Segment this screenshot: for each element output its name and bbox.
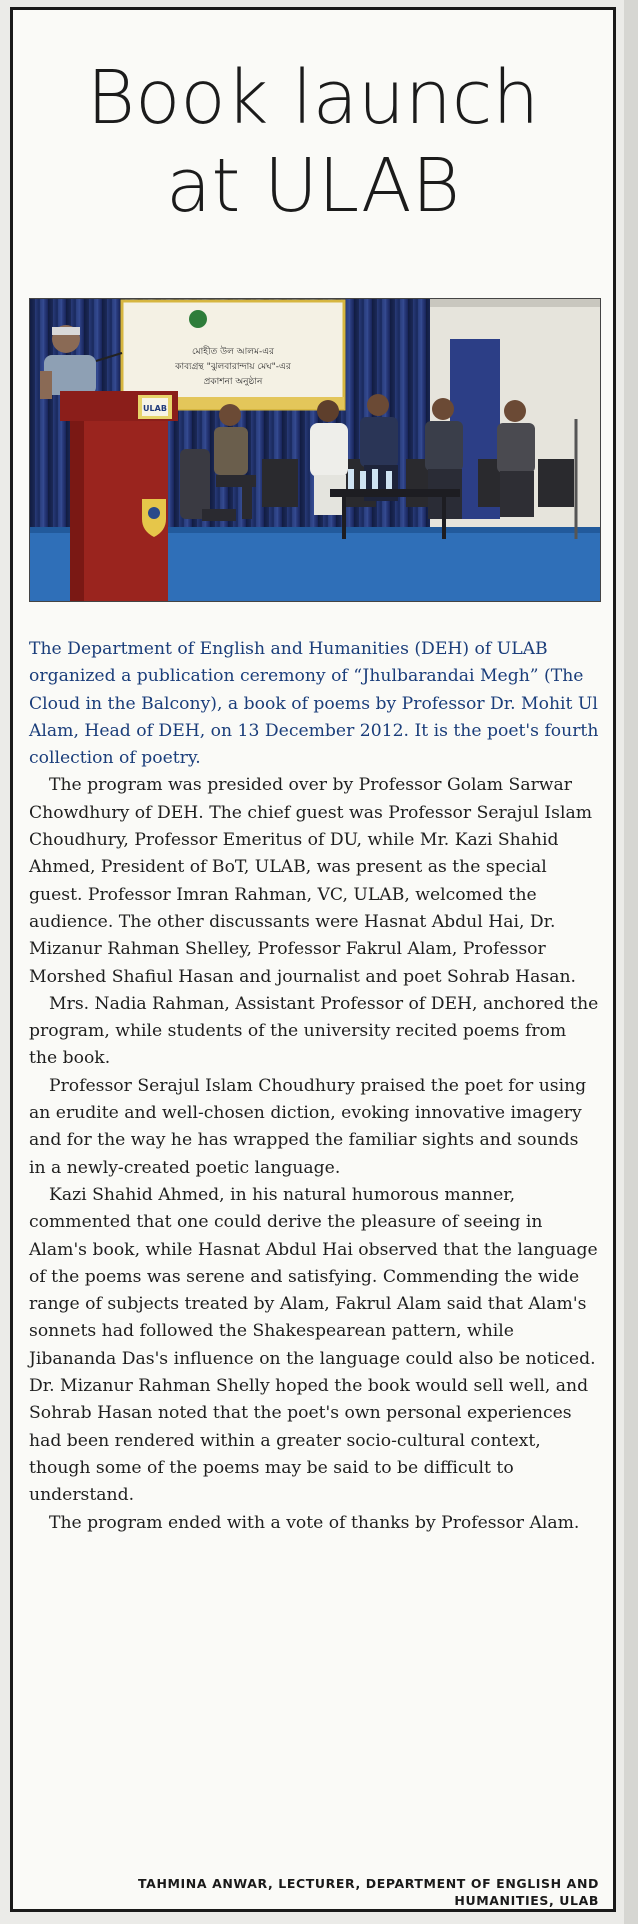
paragraph: Mrs. Nadia Rahman, Assistant Professor of DEH, anchored the program, while students of the university recited poems from the book. xyxy=(29,993,599,1069)
headline xyxy=(13,54,613,230)
event-photo xyxy=(29,298,601,602)
paragraph: The program was presided over by Professor Golam Sarwar Chowdhury of DEH. The chief guest was Professor Serajul Islam Choudhury, Professor Emeritus of DU, while Mr. Kazi Shahid Ahmed, President of BoT, ULAB, was present as the special guest. Professor Imran Rahman, VC, ULAB, welcomed the audience. The other discussants were Hasnat Abdul Hai, Dr. Mizanur Rahman Shelley, Professor Fakrul Alam, Professor Morshed Shafiul Hasan and journalist and poet Sohrab Hasan. xyxy=(29,775,593,987)
banner-line-3: প্রকাশনা অনুষ্ঠান xyxy=(203,377,263,387)
page-edge xyxy=(624,0,638,1924)
banner-line-2: কাব্যগ্রন্থ "ঝুলবারান্দায় মেঘ"-এর xyxy=(175,362,291,372)
byline-line-1: TAHMINA ANWAR, LECTURER, DEPARTMENT OF ENGLISH AND xyxy=(138,1876,599,1891)
byline xyxy=(29,1875,599,1909)
article-body xyxy=(29,636,599,1537)
paragraph: The program ended with a vote of thanks by Professor Alam. xyxy=(49,1512,580,1533)
paragraph: Kazi Shahid Ahmed, in his natural humorous manner, commented that one could derive the pleasure of seeing in Alam's book, while Hasnat Abdul Hai observed that the language of the poems was serene and satisfying. Commending the wide range of subjects treated by Alam, Fakrul Alam said that Alam's sonnets had followed the Shakespearean pattern, while Jibananda Das's influence on the language could also be noticed. Dr. Mizanur Rahman Shelly hoped the book would sell well, and Sohrab Hasan noted that the poet's own personal experiences had been rendered within a greater socio-cultural context, though some of the poems may be said to be difficult to understand. xyxy=(29,1184,598,1506)
headline-line-2: at ULAB xyxy=(165,143,461,229)
paragraph: The Department of English and Humanities (DEH) of ULAB organized a publication ceremony of “Jhulbarandai Megh” (The Cloud in the Balcony), a book of poems by Professor Dr. Mohit Ul Alam, Head of DEH, on 13 December 2012. It is the poet's fourth collection of poetry. xyxy=(29,639,599,769)
podium-label: ULAB xyxy=(143,404,167,413)
banner-line-1: মোহীত উল আলম-এর xyxy=(192,347,274,357)
paragraph: Professor Serajul Islam Choudhury praised the poet for using an erudite and well-chosen diction, evoking innovative imagery and for the way he has wrapped the familiar sights and sounds in a newly-created poetic language. xyxy=(29,1075,587,1178)
podium xyxy=(60,391,178,601)
byline-line-2: HUMANITIES, ULAB xyxy=(454,1893,599,1908)
headline-line-1: Book launch xyxy=(86,55,540,141)
newspaper-clipping xyxy=(10,7,616,1912)
